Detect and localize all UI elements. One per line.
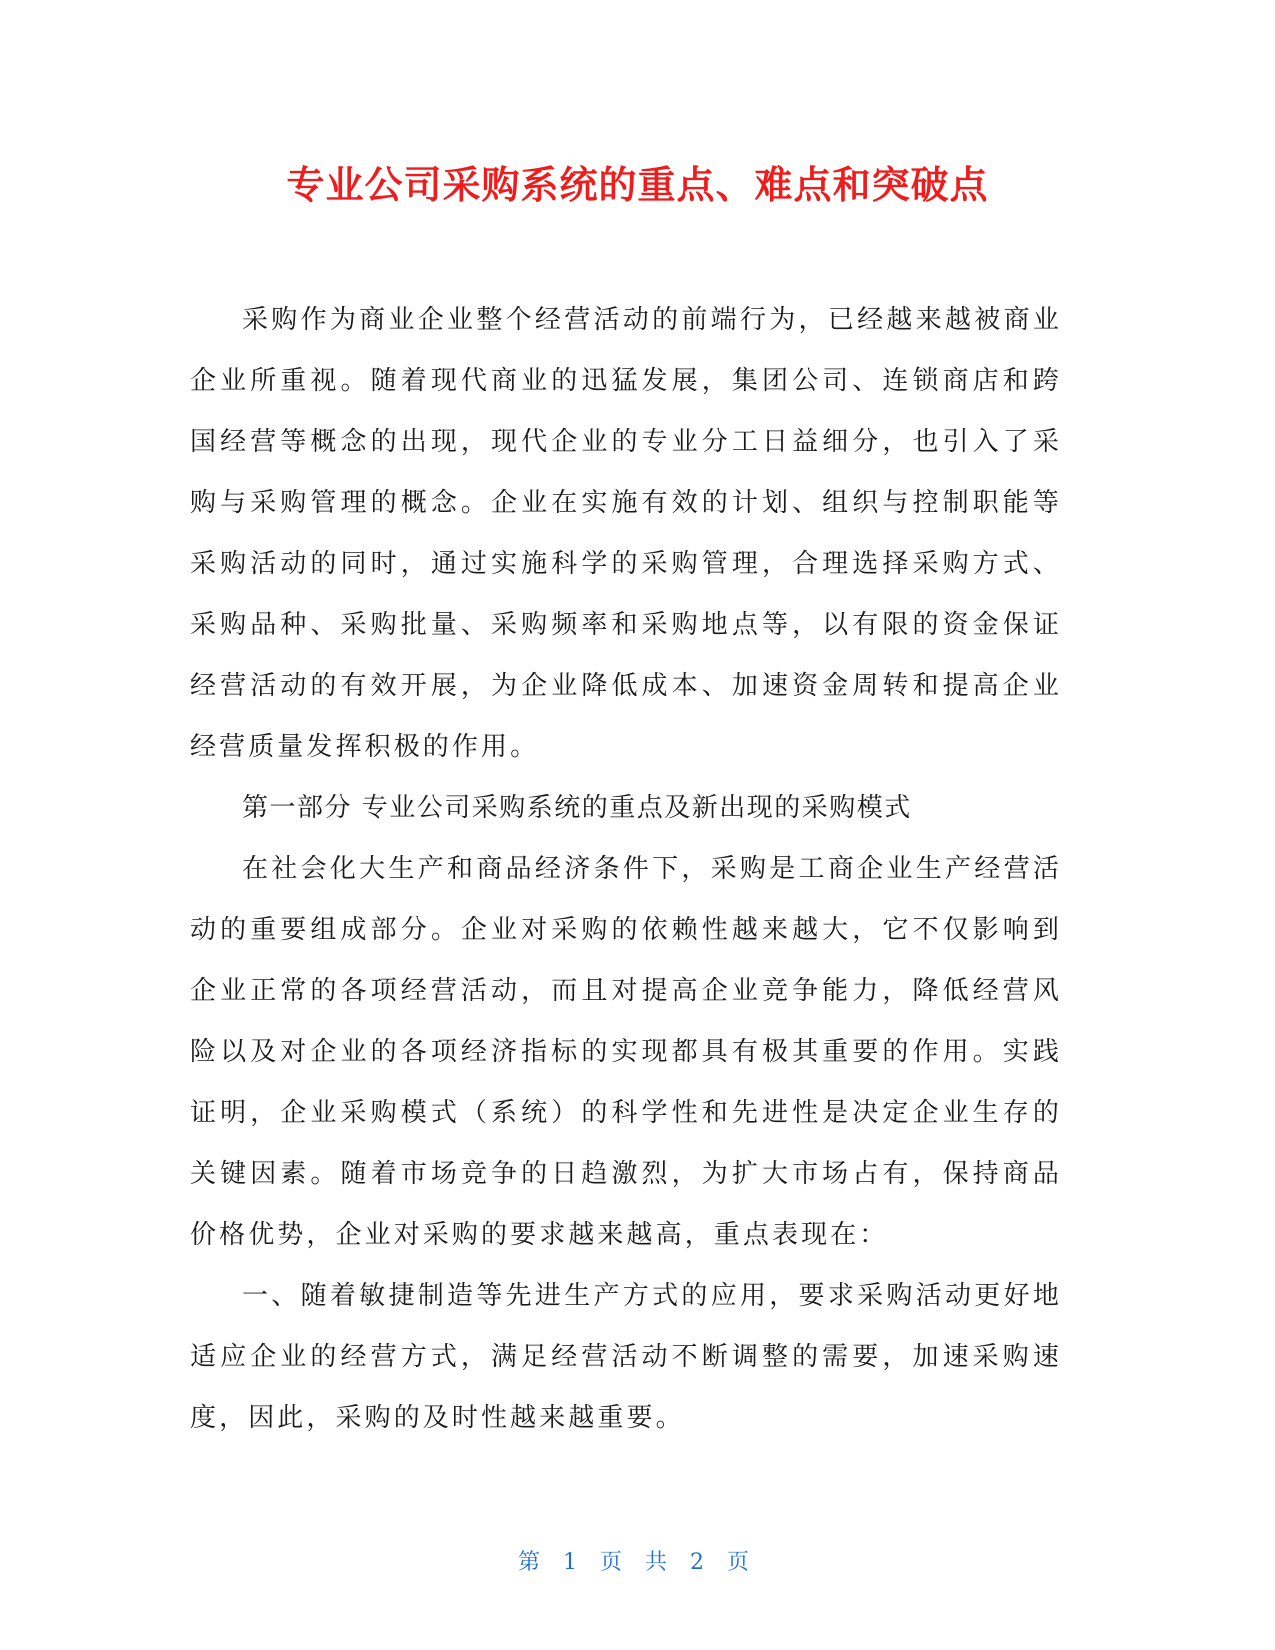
page-number-footer: 第 1 页 共 2 页 <box>518 1550 757 1575</box>
document-body <box>190 290 1062 1449</box>
section-paragraph: 在社会化大生产和商品经济条件下，采购是工商企业生产经营活动的重要组成部分。企业对采购的依赖性越来越大，它不仅影响到企业正常的各项经营活动，而且对提高企业竞争能力，降低经营风险以及对企业的各项经济指标的实现都具有极其重要的作用。实践证明，企业采购模式（系统）的科学性和先进性是决定企业生存的关键因素。随着市场竞争的日趋激烈，为扩大市场占有，保持商品价格优势，企业对采购的要求越来越高，重点表现在： <box>190 854 1062 1250</box>
intro-paragraph: 采购作为商业企业整个经营活动的前端行为，已经越来越被商业企业所重视。随着现代商业的迅猛发展，集团公司、连锁商店和跨国经营等概念的出现，现代企业的专业分工日益细分，也引入了采购与采购管理的概念。企业在实施有效的计划、组织与控制职能等采购活动的同时，通过实施科学的采购管理，合理选择采购方式、采购品种、采购批量、采购频率和采购地点等，以有限的资金保证经营活动的有效开展，为企业降低成本、加速资金周转和提高企业经营质量发挥积极的作用。 <box>190 305 1062 762</box>
document-title: 专业公司采购系统的重点、难点和突破点 <box>286 163 989 207</box>
point-one-paragraph: 一、随着敏捷制造等先进生产方式的应用，要求采购活动更好地适应企业的经营方式，满足经营活动不断调整的需要，加速采购速度，因此，采购的及时性越来越重要。 <box>190 1281 1062 1433</box>
section-heading: 第一部分 专业公司采购系统的重点及新出现的采购模式 <box>242 793 912 823</box>
